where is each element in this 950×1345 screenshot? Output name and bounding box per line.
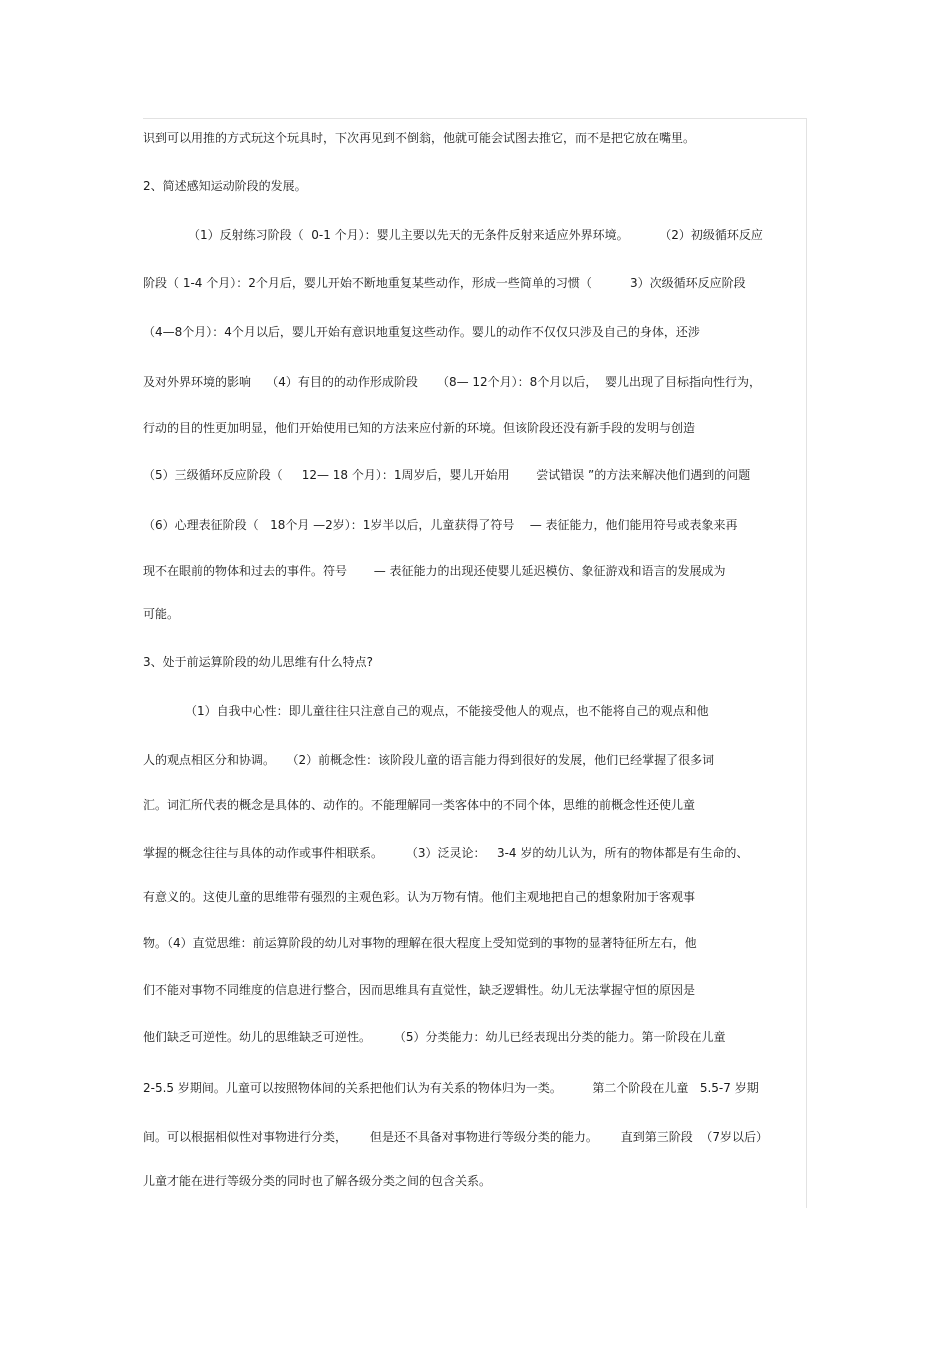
- text-line: 人的观点相区分和协调。 （2）前概念性：该阶段儿童的语言能力得到很好的发展，他们已经掌握了很多词: [143, 753, 715, 767]
- section-heading: 3、处于前运算阶段的幼儿思维有什么特点?: [143, 655, 374, 669]
- text-line: 他们缺乏可逆性。幼儿的思维缺乏可逆性。 （5）分类能力：幼儿已经表现出分类的能力。第一阶段在儿童: [143, 1030, 726, 1044]
- text-line: 及对外界环境的影响 （4）有目的的动作形成阶段 （8— 12个月）：8个月以后， 婴儿出现了目标指向性行为，: [143, 375, 761, 389]
- text-line: （1）反射练习阶段（ 0-1 个月）：婴儿主要以先天的无条件反射来适应外界环境。 （2）初级循环反应: [188, 228, 763, 242]
- text-line: 2-5.5 岁期间。儿童可以按照物体间的关系把他们认为有关系的物体归为一类。 第二个阶段在儿童 5.5-7 岁期: [143, 1081, 759, 1095]
- text-line: 有意义的。这使儿童的思维带有强烈的主观色彩。认为万物有情。他们主观地把自己的想象附加于客观事: [143, 890, 696, 904]
- text-line: 现不在眼前的物体和过去的事件。符号 — 表征能力的出现还使婴儿延迟模仿、象征游戏和语言的发展成为: [143, 564, 726, 578]
- text-line: （6）心理表征阶段（ 18个月 —2岁）：1岁半以后，儿童获得了符号 — 表征能力，他们能用符号或表象来再: [143, 518, 738, 532]
- text-line: 物。（4）直觉思维：前运算阶段的幼儿对事物的理解在很大程度上受知觉到的事物的显著特征所左右，他: [143, 936, 697, 950]
- text-line: 识到可以用推的方式玩这个玩具时，下次再见到不倒翁，他就可能会试图去推它，而不是把它放在嘴里。: [143, 131, 696, 145]
- text-line: 行动的目的性更加明显，他们开始使用已知的方法来应付新的环境。但该阶段还没有新手段的发明与创造: [143, 421, 696, 435]
- text-line: （1）自我中心性：即儿童往往只注意自己的观点，不能接受他人的观点，也不能将自己的观点和他: [185, 704, 709, 718]
- text-line: 们不能对事物不同维度的信息进行整合，因而思维具有直觉性，缺乏逻辑性。幼儿无法掌握守恒的原因是: [143, 983, 696, 997]
- text-line: （5）三级循环反应阶段（ 12— 18 个月）：1周岁后，婴儿开始用 尝试错误 ”的方法来解决他们遇到的问题: [143, 468, 751, 482]
- text-line: 间。可以根据相似性对事物进行分类， 但是还不具备对事物进行等级分类的能力。 直到第三阶段 （7岁以后）: [143, 1130, 769, 1144]
- text-line: 儿童才能在进行等级分类的同时也了解各级分类之间的包含关系。: [143, 1174, 492, 1188]
- text-line: 可能。: [143, 607, 180, 621]
- text-line: 汇。词汇所代表的概念是具体的、动作的。不能理解同一类客体中的不同个体，思维的前概念性还使儿童: [143, 798, 696, 812]
- section-heading: 2、简述感知运动阶段的发展。: [143, 179, 307, 193]
- text-line: （4—8个月）：4个月以后，婴儿开始有意识地重复这些动作。婴儿的动作不仅仅只涉及自己的身体，还涉: [143, 325, 700, 339]
- text-line: 掌握的概念往往与具体的动作或事件相联系。 （3）泛灵论： 3-4 岁的幼儿认为，所有的物体都是有生命的、: [143, 846, 749, 860]
- text-line: 阶段（ 1-4 个月）：2个月后，婴儿开始不断地重复某些动作，形成一些简单的习惯（ 3）次级循环反应阶段: [143, 276, 746, 290]
